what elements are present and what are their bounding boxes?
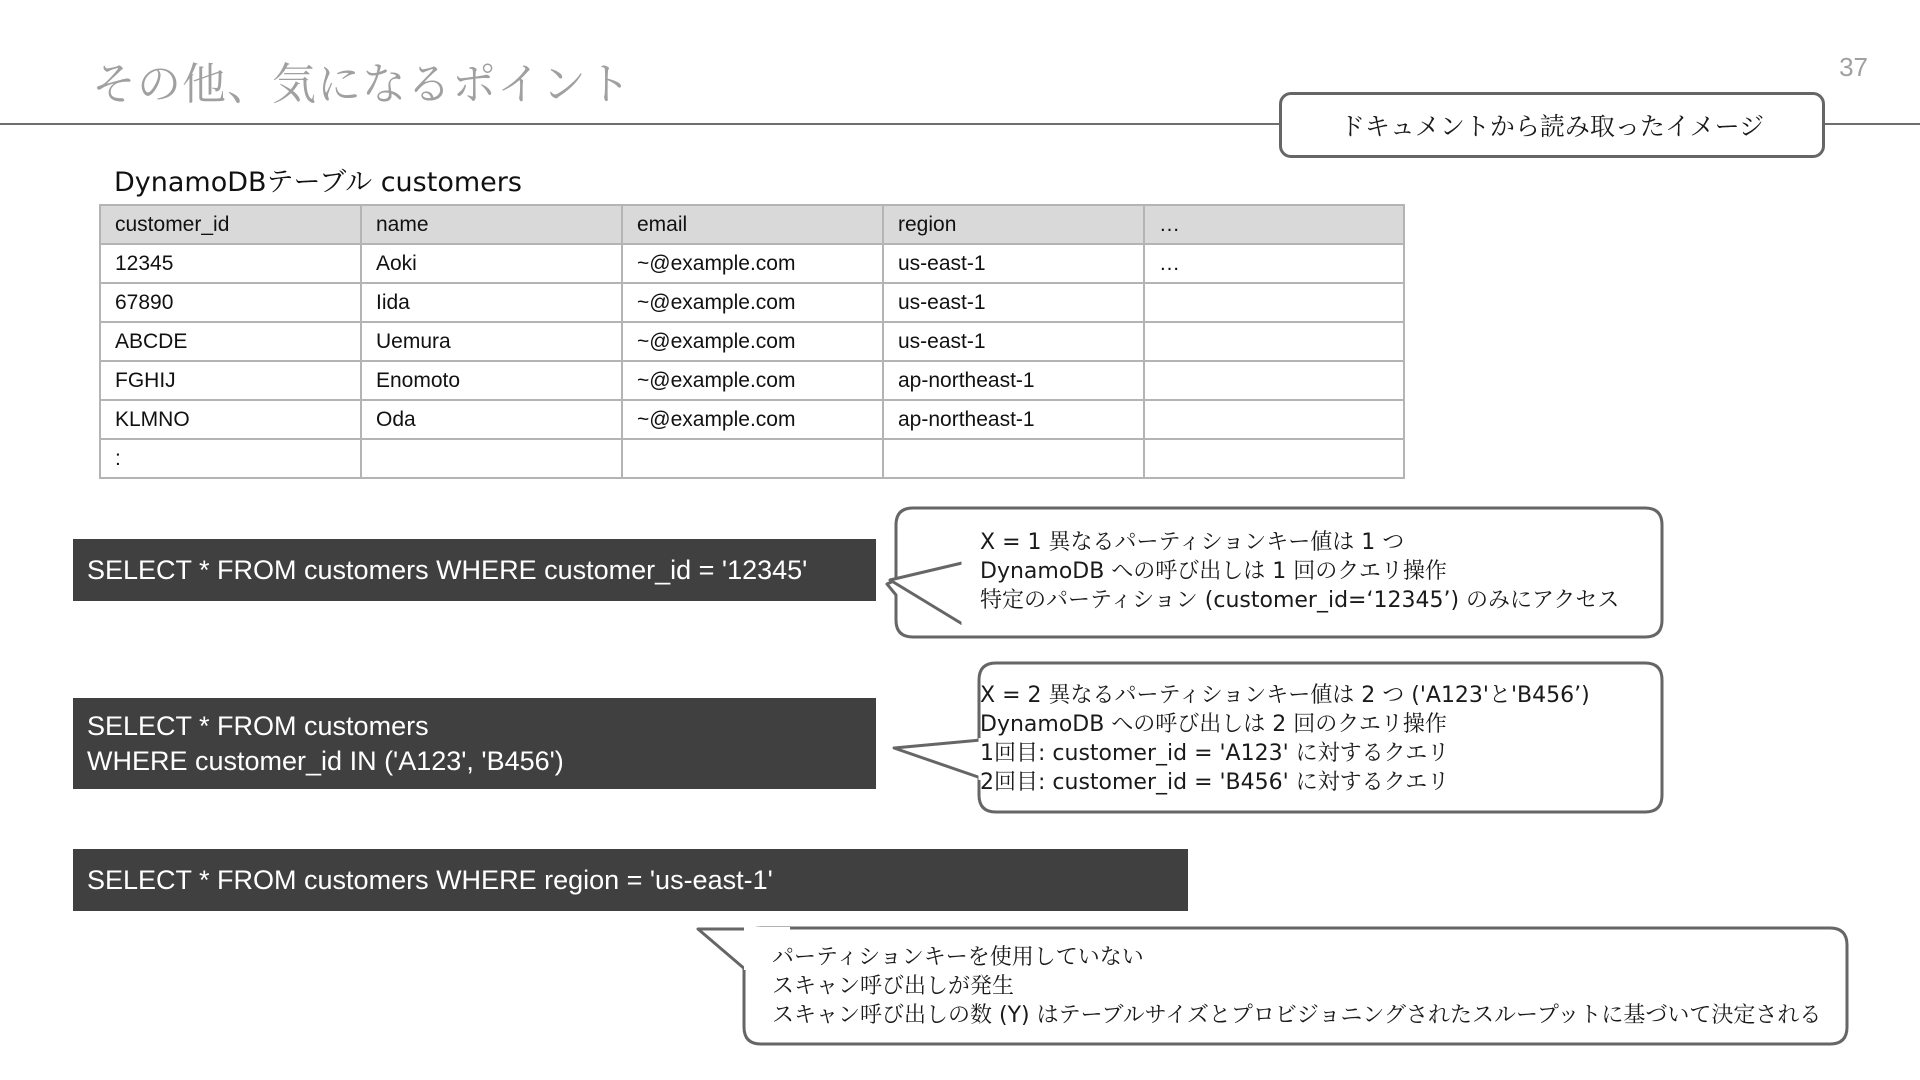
- table-cell: [1144, 439, 1404, 478]
- callout-text: [980, 528, 1619, 615]
- callout-line: 2回目: customer_id = 'B456' に対するクエリ: [980, 770, 1450, 795]
- table-cell: us-east-1: [883, 322, 1144, 361]
- callout-line: スキャン呼び出しの数 (Y) はテーブルサイズとプロビジョニングされたスループットに基づいて決定される: [772, 1003, 1822, 1028]
- callout-text: [772, 943, 1821, 1030]
- table-row: [100, 283, 1404, 322]
- document-image-badge: ドキュメントから読み取ったイメージ: [1279, 92, 1825, 158]
- table-cell: [1144, 322, 1404, 361]
- table-row: [100, 322, 1404, 361]
- column-header: email: [622, 205, 883, 244]
- sql-line: WHERE customer_id IN ('A123', 'B456'): [87, 745, 564, 776]
- table-cell: ~@example.com: [622, 361, 883, 400]
- table-cell: [622, 439, 883, 478]
- table-cell: ~@example.com: [622, 322, 883, 361]
- table-cell: [1144, 400, 1404, 439]
- callout-line: DynamoDB への呼び出しは 1 回のクエリ操作: [980, 559, 1447, 584]
- sql-line: SELECT * FROM customers WHERE customer_id = '12345': [87, 554, 808, 585]
- table-cell: 67890: [100, 283, 361, 322]
- sql-query-box: [73, 698, 876, 789]
- table-cell: Uemura: [361, 322, 622, 361]
- table-cell: Enomoto: [361, 361, 622, 400]
- table-cell: [361, 439, 622, 478]
- table-cell: KLMNO: [100, 400, 361, 439]
- table-cell: FGHIJ: [100, 361, 361, 400]
- table-header-row: [100, 205, 1404, 244]
- table-cell: Aoki: [361, 244, 622, 283]
- table-cell: …: [1144, 244, 1404, 283]
- callout-text: [980, 681, 1590, 797]
- column-header: …: [1144, 205, 1404, 244]
- table-cell: :: [100, 439, 361, 478]
- sql-line: SELECT * FROM customers WHERE region = 'us-east-1': [87, 864, 773, 895]
- table-cell: [1144, 361, 1404, 400]
- table-cell: [883, 439, 1144, 478]
- table-cell: ABCDE: [100, 322, 361, 361]
- table-cell: ~@example.com: [622, 400, 883, 439]
- table-cell: [1144, 283, 1404, 322]
- callout-line: X = 2 異なるパーティションキー値は 2 つ ('A123'と'B456’): [980, 683, 1590, 708]
- table-row: [100, 244, 1404, 283]
- callout-line: パーティションキーを使用していない: [772, 945, 1144, 970]
- table-row: [100, 400, 1404, 439]
- table-cell: us-east-1: [883, 244, 1144, 283]
- sql-query-box: [73, 539, 876, 601]
- customers-table: [99, 204, 1405, 479]
- page-number: 37: [1839, 52, 1868, 82]
- table-cell: us-east-1: [883, 283, 1144, 322]
- column-header: region: [883, 205, 1144, 244]
- table-caption: DynamoDBテーブル customers: [114, 167, 522, 198]
- callout-line: 特定のパーティション (customer_id=‘12345’) のみにアクセス: [980, 588, 1620, 613]
- sql-line: SELECT * FROM customers: [87, 710, 429, 741]
- table-cell: Iida: [361, 283, 622, 322]
- callout-line: 1回目: customer_id = 'A123' に対するクエリ: [980, 741, 1450, 766]
- callout-line: DynamoDB への呼び出しは 2 回のクエリ操作: [980, 712, 1447, 737]
- table-cell: ap-northeast-1: [883, 400, 1144, 439]
- table-cell: Oda: [361, 400, 622, 439]
- table-row: [100, 361, 1404, 400]
- table-cell: 12345: [100, 244, 361, 283]
- table-cell: ap-northeast-1: [883, 361, 1144, 400]
- column-header: name: [361, 205, 622, 244]
- table-row: [100, 439, 1404, 478]
- callout-line: スキャン呼び出しが発生: [772, 974, 1015, 999]
- callout-line: X = 1 異なるパーティションキー値は 1 つ: [980, 530, 1405, 555]
- table-cell: ~@example.com: [622, 283, 883, 322]
- table-cell: ~@example.com: [622, 244, 883, 283]
- sql-query-box: [73, 849, 1188, 911]
- slide-title: その他、気になるポイント: [92, 59, 632, 110]
- column-header: customer_id: [100, 205, 361, 244]
